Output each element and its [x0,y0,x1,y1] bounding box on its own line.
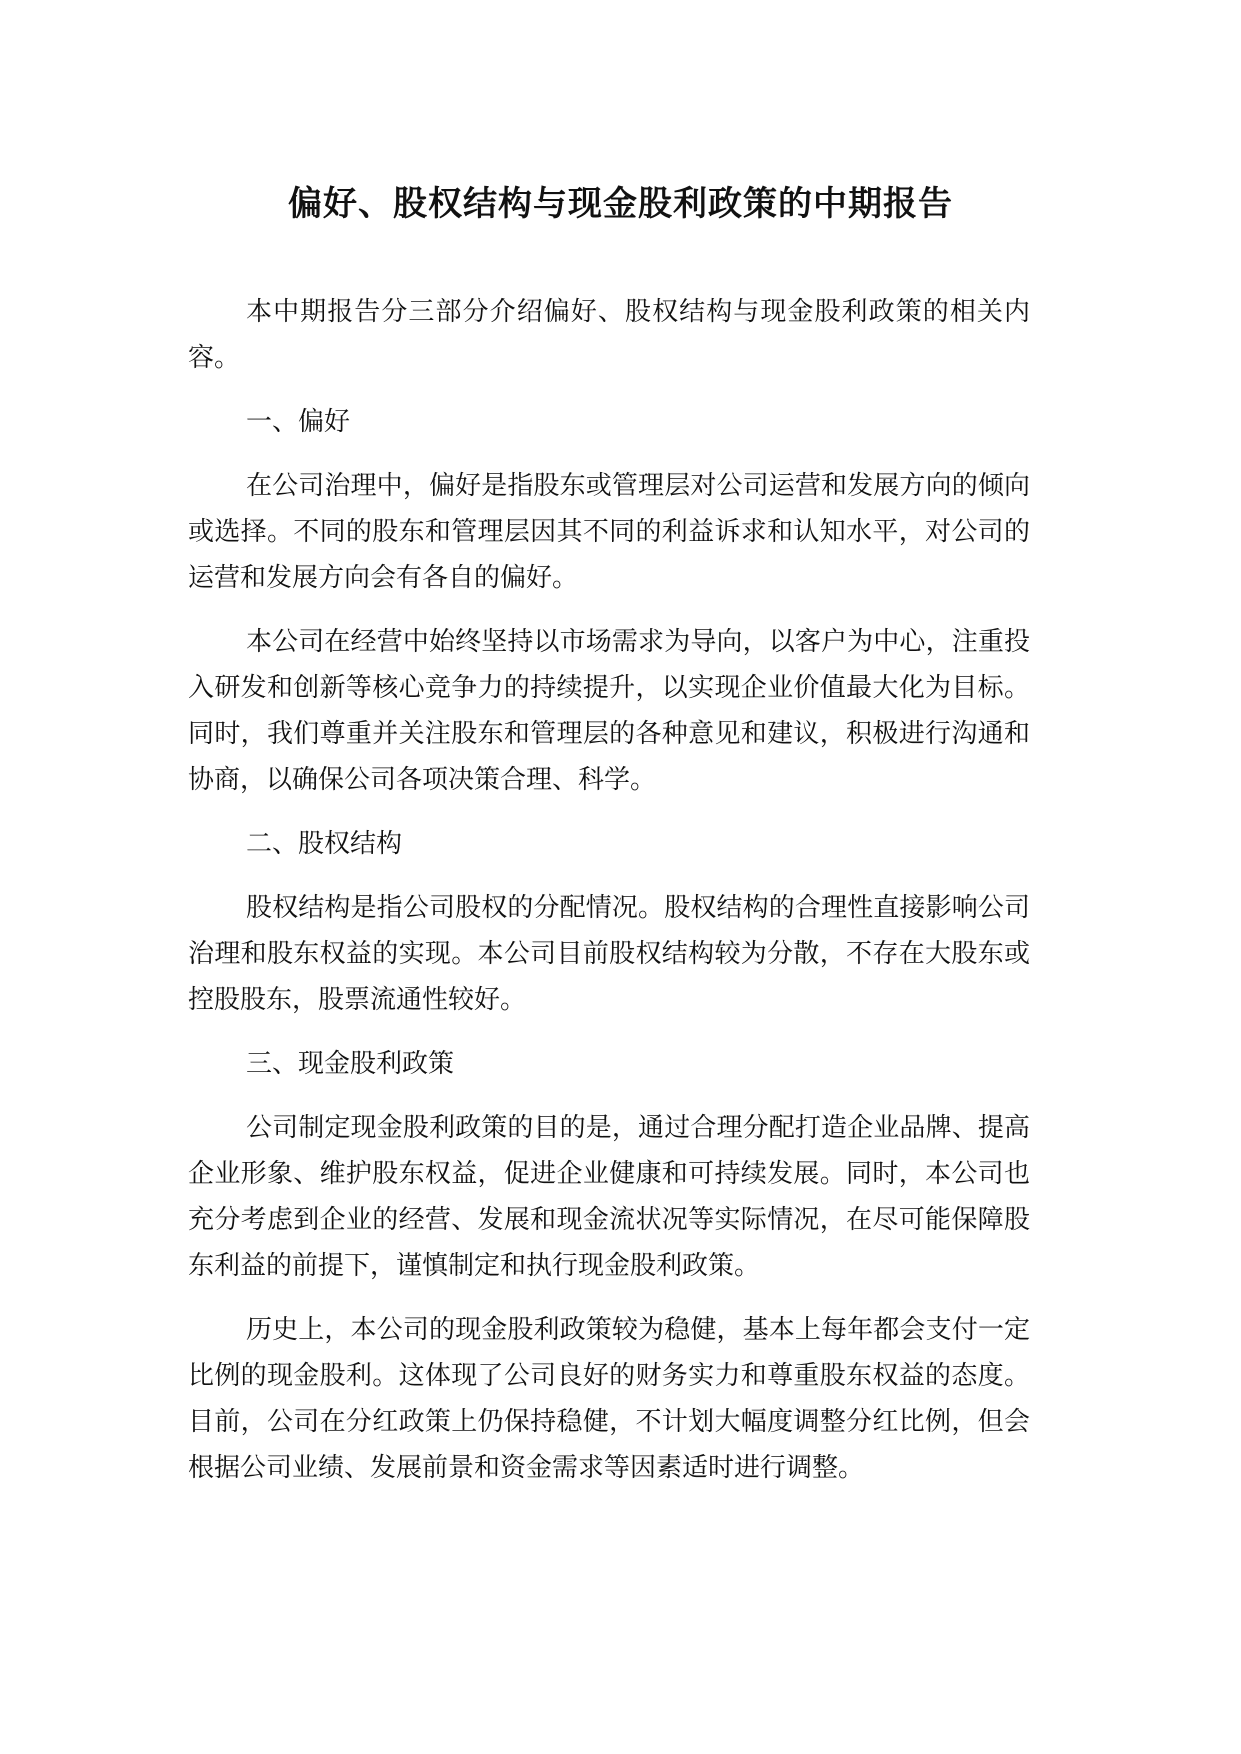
document-body [188,289,1030,1509]
section-heading-equity-structure: 二、股权结构 [246,829,403,859]
paragraph-equity-structure-1: 股权结构是指公司股权的分配情况。股权结构的合理性直接影响公司治理和股东权益的实现。本公司目前股权结构较为分散，不存在大股东或控股股东，股票流通性较好。 [188,893,1030,1015]
document-title: 偏好、股权结构与现金股利政策的中期报告 [288,184,953,224]
intro-paragraph: 本中期报告分三部分介绍偏好、股权结构与现金股利政策的相关内容。 [188,297,1030,373]
paragraph-preference-2: 本公司在经营中始终坚持以市场需求为导向，以客户为中心，注重投入研发和创新等核心竞争力的持续提升，以实现企业价值最大化为目标。同时，我们尊重并关注股东和管理层的各种意见和建议，积极进行沟通和协商，以确保公司各项决策合理、科学。 [188,627,1030,795]
paragraph-preference-1: 在公司治理中，偏好是指股东或管理层对公司运营和发展方向的倾向或选择。不同的股东和管理层因其不同的利益诉求和认知水平，对公司的运营和发展方向会有各自的偏好。 [188,471,1030,593]
section-heading-cash-dividend-policy: 三、现金股利政策 [246,1049,455,1079]
paragraph-cash-dividend-1: 公司制定现金股利政策的目的是，通过合理分配打造企业品牌、提高企业形象、维护股东权益，促进企业健康和可持续发展。同时，本公司也充分考虑到企业的经营、发展和现金流状况等实际情况，在尽可能保障股东利益的前提下，谨慎制定和执行现金股利政策。 [188,1113,1030,1281]
paragraph-cash-dividend-2: 历史上，本公司的现金股利政策较为稳健，基本上每年都会支付一定比例的现金股利。这体现了公司良好的财务实力和尊重股东权益的态度。目前，公司在分红政策上仍保持稳健，不计划大幅度调整分红比例，但会根据公司业绩、发展前景和资金需求等因素适时进行调整。 [188,1315,1030,1483]
section-heading-preference: 一、偏好 [246,407,351,437]
